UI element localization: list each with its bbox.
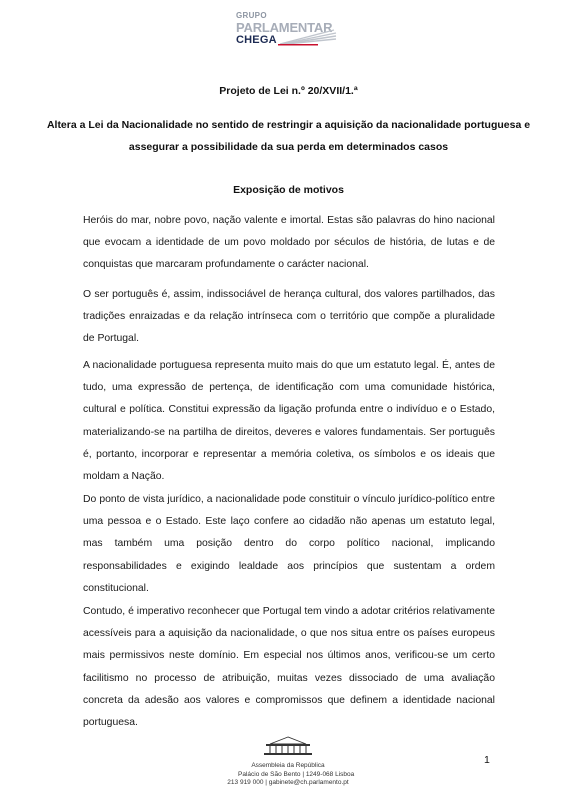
paragraph: Contudo, é imperativo reconhecer que Portugal tem vindo a adotar critérios relativamente acessíveis para a aquisição da nacionalidade, o que nos situa entre os países europeus mais permissivos neste domínio. Em especial nos últimos anos, verificou-se um certo facilitismo no processo de atribuição, muitas vezes dissociado de uma avaliação concreta da adesão aos valores e compromissos que definem a identidade nacional portuguesa. <box>83 606 495 729</box>
paragraph: O ser português é, assim, indissociável de herança cultural, dos valores partilhados, das tradições enraizadas e da relação intrínseca com o território que compõe a pluralidade de Portugal. <box>83 289 495 345</box>
paragraph: Do ponto de vista jurídico, a nacionalidade pode constituir o vínculo jurídico-político entre uma pessoa e o Estado. Este laço confere ao cidadão não apenas um estatuto legal, mas também uma posição dentro do corpo político nacional, implicando responsabilidades e exigindo lealdade aos princípios que sustentam a ordem constitucional. <box>83 494 495 594</box>
logo-text-parlamentar: PARLAMENTAR <box>236 20 333 35</box>
assembly-building-icon <box>258 736 318 756</box>
page-footer <box>227 736 355 786</box>
party-logo <box>222 8 362 48</box>
bill-title: Altera a Lei da Nacionalidade no sentido de restringir a aquisição da nacionalidade portuguesa e assegurar a possibilidade da sua perda em determinados casos <box>46 119 531 153</box>
footer-address: Palácio de São Bento | 1249-068 Lisboa <box>238 771 355 778</box>
page-number: 1 <box>484 754 490 766</box>
logo-text-chega: CHEGA <box>236 34 277 46</box>
paragraph: Heróis do mar, nobre povo, nação valente e imortal. Estas são palavras do hino nacional que evocam a identidade de um povo moldado por séculos de história, de lutas e de conquistas que marcaram profundamente o carácter nacional. <box>83 215 495 271</box>
paragraph: A nacionalidade portuguesa representa muito mais do que um estatuto legal. É, antes de tudo, uma expressão de pertença, de identificação com uma comunidade histórica, cultural e política. Constitui expressão da ligação profunda entre o indivíduo e o Estado, materializando-se na partilha de direitos, deveres e valores fundamentais. Ser português é, portanto, incorporar e representar a memória coletiva, os símbolos e os ideais que moldam a Nação. <box>83 360 495 483</box>
section-heading: Exposição de motivos <box>233 184 344 196</box>
logo-swoosh-icon <box>278 28 338 46</box>
footer-contact: 213 919 000 | gabinete@ch.parlamento.pt <box>227 779 349 786</box>
logo-text-grupo: GRUPO <box>236 11 267 20</box>
bill-number: Projeto de Lei n.º 20/XVII/1.ª <box>219 85 358 97</box>
footer-institution: Assembleia da República <box>251 762 325 769</box>
